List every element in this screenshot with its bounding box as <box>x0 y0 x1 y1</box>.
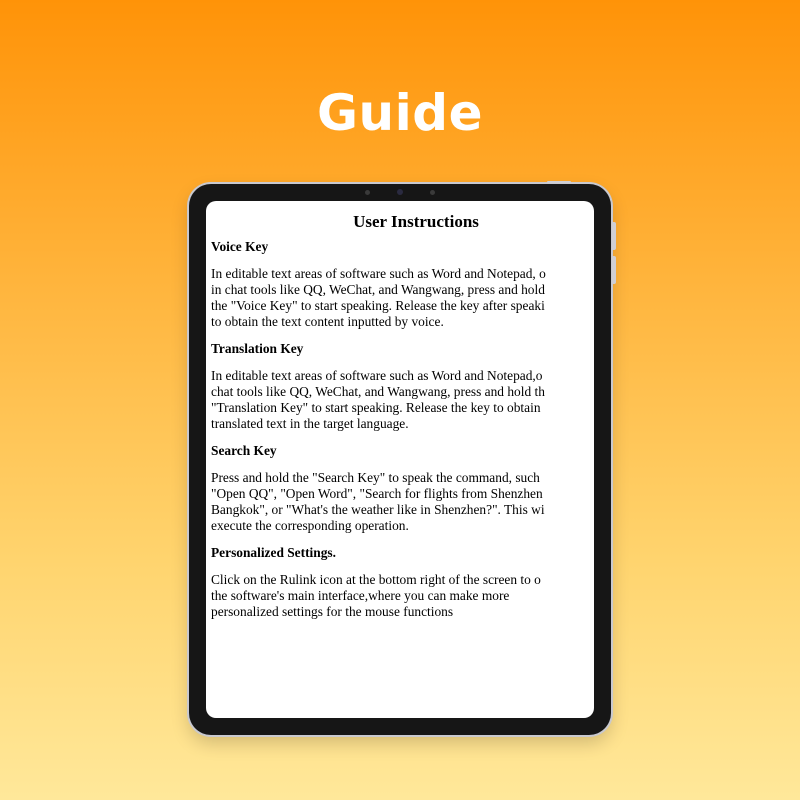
section-heading-voice-key: Voice Key <box>211 239 269 254</box>
tablet-screen <box>206 201 594 718</box>
body-line: "Open QQ", "Open Word", "Search for flights from Shenzhen <box>211 486 543 501</box>
document-title: User Instructions <box>353 212 479 231</box>
sensor-icon <box>430 190 435 195</box>
section-body-voice-key <box>211 266 594 330</box>
section-body-search-key <box>211 470 594 534</box>
body-line: in chat tools like QQ, WeChat, and Wangwang, press and hold <box>211 282 545 297</box>
tablet-device <box>189 184 611 735</box>
section-body-translation-key <box>211 368 594 432</box>
body-line: chat tools like QQ, WeChat, and Wangwang, press and hold th <box>211 384 545 399</box>
body-line: In editable text areas of software such as Word and Notepad, o <box>211 266 546 281</box>
body-line: In editable text areas of software such as Word and Notepad,o <box>211 368 543 383</box>
instructions-document <box>211 211 594 631</box>
body-line: "Translation Key" to start speaking. Release the key to obtain <box>211 400 541 415</box>
camera-icon <box>397 189 403 195</box>
volume-up-button <box>612 222 616 250</box>
body-line: Bangkok", or "What's the weather like in Shenzhen?". This wi <box>211 502 545 517</box>
body-line: Click on the Rulink icon at the bottom right of the screen to o <box>211 572 541 587</box>
body-line: the software's main interface,where you can make more <box>211 588 510 603</box>
section-heading-personalized-settings: Personalized Settings. <box>211 545 336 560</box>
volume-down-button <box>612 256 616 284</box>
sensor-icon <box>365 190 370 195</box>
camera-bar <box>365 189 435 195</box>
section-body-personalized-settings <box>211 572 594 620</box>
section-heading-search-key: Search Key <box>211 443 277 458</box>
body-line: personalized settings for the mouse functions <box>211 604 454 619</box>
body-line: execute the corresponding operation. <box>211 518 409 533</box>
section-heading-translation-key: Translation Key <box>211 341 304 356</box>
power-button <box>547 181 571 183</box>
page-headline: Guide <box>317 84 483 142</box>
body-line: translated text in the target language. <box>211 416 409 431</box>
body-line: to obtain the text content inputted by voice. <box>211 314 444 329</box>
body-line: Press and hold the "Search Key" to speak the command, such <box>211 470 540 485</box>
body-line: the "Voice Key" to start speaking. Release the key after speaki <box>211 298 545 313</box>
